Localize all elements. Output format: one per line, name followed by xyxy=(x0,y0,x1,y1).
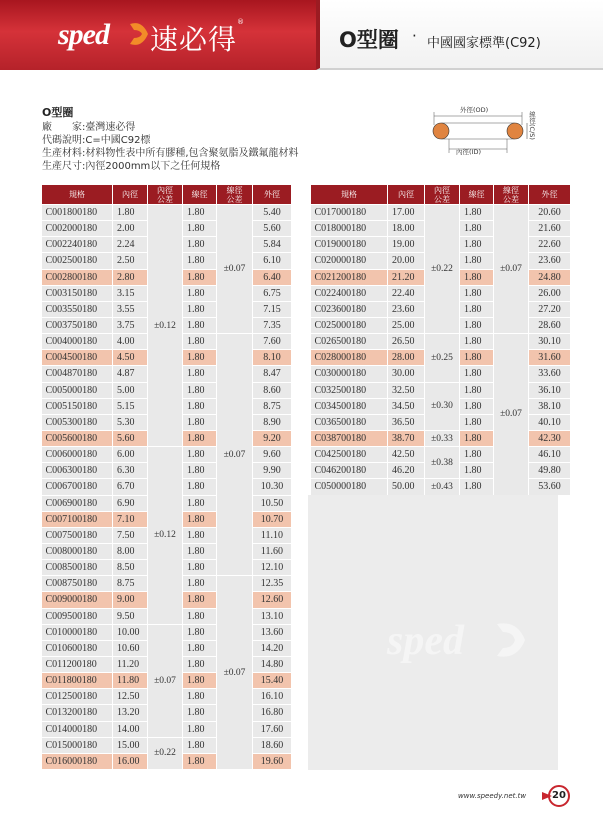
outer-diameter-cell: 5.40 xyxy=(253,205,292,221)
part-code-cell: C015000180 xyxy=(42,737,113,753)
cross-section-cell: 1.80 xyxy=(183,624,217,640)
table-row xyxy=(311,382,571,398)
brand-registered-mark: ® xyxy=(237,18,244,26)
cross-section-cell: 1.80 xyxy=(183,221,217,237)
outer-diameter-cell: 10.70 xyxy=(253,511,292,527)
cross-section-cell: 1.80 xyxy=(183,656,217,672)
column-header: 內徑 xyxy=(113,185,148,205)
cross-section-cell: 1.80 xyxy=(183,382,217,398)
inner-diameter-cell: 4.50 xyxy=(113,350,148,366)
cross-section-cell: 1.80 xyxy=(183,463,217,479)
inner-diameter-cell: 36.50 xyxy=(388,414,425,430)
table-row xyxy=(311,479,571,495)
part-code-cell: C001800180 xyxy=(42,205,113,221)
id-tolerance-cell: ±0.33 xyxy=(425,430,460,446)
outer-diameter-cell: 6.10 xyxy=(253,253,292,269)
cross-section-cell: 1.80 xyxy=(183,285,217,301)
outer-diameter-cell: 7.15 xyxy=(253,301,292,317)
inner-diameter-cell: 32.50 xyxy=(388,382,425,398)
id-tolerance-cell: ±0.25 xyxy=(425,334,460,382)
table-row xyxy=(42,624,292,640)
outer-diameter-cell: 14.20 xyxy=(253,640,292,656)
inner-diameter-cell: 1.80 xyxy=(113,205,148,221)
inner-diameter-cell: 46.20 xyxy=(388,463,425,479)
cross-section-cell: 1.80 xyxy=(183,414,217,430)
part-code-cell: C026500180 xyxy=(311,334,388,350)
outer-diameter-cell: 10.30 xyxy=(253,479,292,495)
cross-section-cell: 1.80 xyxy=(183,608,217,624)
part-code-cell: C028000180 xyxy=(311,350,388,366)
id-tolerance-cell: ±0.30 xyxy=(425,382,460,430)
table-row xyxy=(42,447,292,463)
inner-diameter-cell: 19.00 xyxy=(388,237,425,253)
part-code-cell: C010000180 xyxy=(42,624,113,640)
outer-diameter-cell: 13.60 xyxy=(253,624,292,640)
info-code: 代碼說明:C=中國C92標 xyxy=(42,135,151,146)
part-code-cell: C005150180 xyxy=(42,398,113,414)
table-row xyxy=(42,737,292,753)
table-row xyxy=(311,430,571,446)
cross-section-cell: 1.80 xyxy=(183,398,217,414)
column-header: 線徑 xyxy=(183,185,217,205)
inner-diameter-cell: 26.50 xyxy=(388,334,425,350)
cross-section-cell: 1.80 xyxy=(183,689,217,705)
cross-section-cell: 1.80 xyxy=(183,237,217,253)
outer-diameter-cell: 9.60 xyxy=(253,447,292,463)
inner-diameter-cell: 14.00 xyxy=(113,721,148,737)
cross-section-cell: 1.80 xyxy=(183,430,217,446)
part-code-cell: C002800180 xyxy=(42,269,113,285)
inner-diameter-cell: 6.90 xyxy=(113,495,148,511)
inner-diameter-cell: 10.60 xyxy=(113,640,148,656)
part-code-cell: C008750180 xyxy=(42,576,113,592)
inner-diameter-cell: 2.24 xyxy=(113,237,148,253)
column-header: 內徑 xyxy=(388,185,425,205)
cross-section-cell: 1.80 xyxy=(460,253,494,269)
cross-section-cell: 1.80 xyxy=(183,253,217,269)
column-header: 內徑 公差 xyxy=(148,185,183,205)
outer-diameter-cell: 16.80 xyxy=(253,705,292,721)
part-code-cell: C025000180 xyxy=(311,317,388,333)
diagram-id-label: 內徑(ID) xyxy=(456,148,481,156)
brand-logo-chinese: 速必得 xyxy=(150,25,238,56)
part-code-cell: C034500180 xyxy=(311,398,388,414)
part-code-cell: C038700180 xyxy=(311,430,388,446)
part-code-cell: C006700180 xyxy=(42,479,113,495)
cs-tolerance-cell: ±0.07 xyxy=(217,576,253,770)
cross-section-cell: 1.80 xyxy=(460,447,494,463)
column-header: 線徑 xyxy=(460,185,494,205)
outer-diameter-cell: 10.50 xyxy=(253,495,292,511)
part-code-cell: C005000180 xyxy=(42,382,113,398)
cross-section-cell: 1.80 xyxy=(460,334,494,350)
inner-diameter-cell: 5.00 xyxy=(113,382,148,398)
inner-diameter-cell: 12.50 xyxy=(113,689,148,705)
inner-diameter-cell: 30.00 xyxy=(388,366,425,382)
inner-diameter-cell: 25.00 xyxy=(388,317,425,333)
inner-diameter-cell: 5.15 xyxy=(113,398,148,414)
inner-diameter-cell: 2.00 xyxy=(113,221,148,237)
outer-diameter-cell: 21.60 xyxy=(529,221,571,237)
outer-diameter-cell: 22.60 xyxy=(529,237,571,253)
part-code-cell: C002000180 xyxy=(42,221,113,237)
table-row xyxy=(311,205,571,221)
outer-diameter-cell: 5.84 xyxy=(253,237,292,253)
inner-diameter-cell: 34.50 xyxy=(388,398,425,414)
svg-text:sped: sped xyxy=(387,618,464,664)
outer-diameter-cell: 42.30 xyxy=(529,430,571,446)
inner-diameter-cell: 18.00 xyxy=(388,221,425,237)
inner-diameter-cell: 42.50 xyxy=(388,447,425,463)
inner-diameter-cell: 3.75 xyxy=(113,317,148,333)
part-code-cell: C006900180 xyxy=(42,495,113,511)
outer-diameter-cell: 7.60 xyxy=(253,334,292,350)
cross-section-cell: 1.80 xyxy=(183,737,217,753)
outer-diameter-cell: 24.80 xyxy=(529,269,571,285)
part-code-cell: C008000180 xyxy=(42,543,113,559)
inner-diameter-cell: 6.70 xyxy=(113,479,148,495)
inner-diameter-cell: 8.50 xyxy=(113,560,148,576)
outer-diameter-cell: 53.60 xyxy=(529,479,571,495)
cross-section-cell: 1.80 xyxy=(183,495,217,511)
id-tolerance-cell: ±0.22 xyxy=(148,737,183,769)
page-title: O型圈 xyxy=(339,28,399,52)
column-header: 外徑 xyxy=(253,185,292,205)
part-code-cell: C011800180 xyxy=(42,673,113,689)
outer-diameter-cell: 8.75 xyxy=(253,398,292,414)
part-code-cell: C003750180 xyxy=(42,317,113,333)
part-code-cell: C009500180 xyxy=(42,608,113,624)
outer-diameter-cell: 18.60 xyxy=(253,737,292,753)
cross-section-cell: 1.80 xyxy=(183,576,217,592)
page-number: 20 xyxy=(548,785,570,807)
outer-diameter-cell: 13.10 xyxy=(253,608,292,624)
outer-diameter-cell: 30.10 xyxy=(529,334,571,350)
cross-section-cell: 1.80 xyxy=(460,237,494,253)
part-code-cell: C019000180 xyxy=(311,237,388,253)
cross-section-cell: 1.80 xyxy=(183,640,217,656)
spec-table-left xyxy=(41,184,292,770)
outer-diameter-cell: 6.75 xyxy=(253,285,292,301)
inner-diameter-cell: 2.80 xyxy=(113,269,148,285)
inner-diameter-cell: 11.20 xyxy=(113,656,148,672)
cs-tolerance-cell: ±0.07 xyxy=(494,334,529,495)
page-header xyxy=(0,0,603,70)
part-code-cell: C006300180 xyxy=(42,463,113,479)
part-code-cell: C007100180 xyxy=(42,511,113,527)
outer-diameter-cell: 14.80 xyxy=(253,656,292,672)
part-code-cell: C021200180 xyxy=(311,269,388,285)
column-header: 外徑 xyxy=(529,185,571,205)
info-material: 生產材料:材料物性表中所有膠種,包含聚氨脂及鐵氟龍材料 xyxy=(42,148,299,159)
table-row xyxy=(311,334,571,350)
outer-diameter-cell: 9.90 xyxy=(253,463,292,479)
cs-tolerance-cell: ±0.07 xyxy=(217,334,253,576)
outer-diameter-cell: 8.10 xyxy=(253,350,292,366)
column-header: 規格 xyxy=(42,185,113,205)
outer-diameter-cell: 26.00 xyxy=(529,285,571,301)
part-code-cell: C010600180 xyxy=(42,640,113,656)
outer-diameter-cell: 17.60 xyxy=(253,721,292,737)
cross-section-cell: 1.80 xyxy=(183,753,217,769)
part-code-cell: C004500180 xyxy=(42,350,113,366)
cross-section-cell: 1.80 xyxy=(460,269,494,285)
part-code-cell: C004000180 xyxy=(42,334,113,350)
column-header: 規格 xyxy=(311,185,388,205)
cs-tolerance-cell: ±0.07 xyxy=(217,205,253,334)
page-subtitle: 中國國家標準(C92) xyxy=(427,36,541,51)
inner-diameter-cell: 23.60 xyxy=(388,301,425,317)
inner-diameter-cell: 9.50 xyxy=(113,608,148,624)
part-code-cell: C030000180 xyxy=(311,366,388,382)
outer-diameter-cell: 16.10 xyxy=(253,689,292,705)
outer-diameter-cell: 11.60 xyxy=(253,543,292,559)
part-code-cell: C002500180 xyxy=(42,253,113,269)
inner-diameter-cell: 4.00 xyxy=(113,334,148,350)
cross-section-cell: 1.80 xyxy=(460,285,494,301)
cross-section-cell: 1.80 xyxy=(183,317,217,333)
outer-diameter-cell: 19.60 xyxy=(253,753,292,769)
cross-section-cell: 1.80 xyxy=(183,269,217,285)
table-header-row xyxy=(42,185,292,205)
inner-diameter-cell: 2.50 xyxy=(113,253,148,269)
part-code-cell: C002240180 xyxy=(42,237,113,253)
outer-diameter-cell: 40.10 xyxy=(529,414,571,430)
part-code-cell: C017000180 xyxy=(311,205,388,221)
outer-diameter-cell: 46.10 xyxy=(529,447,571,463)
outer-diameter-cell: 12.60 xyxy=(253,592,292,608)
outer-diameter-cell: 12.35 xyxy=(253,576,292,592)
outer-diameter-cell: 12.10 xyxy=(253,560,292,576)
inner-diameter-cell: 17.00 xyxy=(388,205,425,221)
column-header: 線徑 公差 xyxy=(217,185,253,205)
cross-section-cell: 1.80 xyxy=(183,560,217,576)
cs-tolerance-cell: ±0.07 xyxy=(494,205,529,334)
inner-diameter-cell: 15.00 xyxy=(113,737,148,753)
part-code-cell: C003550180 xyxy=(42,301,113,317)
inner-diameter-cell: 4.87 xyxy=(113,366,148,382)
id-tolerance-cell: ±0.43 xyxy=(425,479,460,495)
part-code-cell: C042500180 xyxy=(311,447,388,463)
inner-diameter-cell: 16.00 xyxy=(113,753,148,769)
footer-url: www.speedy.net.tw xyxy=(458,792,527,800)
inner-diameter-cell: 50.00 xyxy=(388,479,425,495)
oring-cross-section-diagram xyxy=(422,103,534,175)
outer-diameter-cell: 28.60 xyxy=(529,317,571,333)
part-code-cell: C016000180 xyxy=(42,753,113,769)
cross-section-cell: 1.80 xyxy=(183,721,217,737)
cross-section-cell: 1.80 xyxy=(183,447,217,463)
cross-section-cell: 1.80 xyxy=(460,414,494,430)
cross-section-cell: 1.80 xyxy=(460,463,494,479)
inner-diameter-cell: 38.70 xyxy=(388,430,425,446)
part-code-cell: C020000180 xyxy=(311,253,388,269)
cross-section-cell: 1.80 xyxy=(183,705,217,721)
id-tolerance-cell: ±0.12 xyxy=(148,447,183,625)
inner-diameter-cell: 6.30 xyxy=(113,463,148,479)
part-code-cell: C008500180 xyxy=(42,560,113,576)
outer-diameter-cell: 7.35 xyxy=(253,317,292,333)
inner-diameter-cell: 3.55 xyxy=(113,301,148,317)
part-code-cell: C023600180 xyxy=(311,301,388,317)
inner-diameter-cell: 11.80 xyxy=(113,673,148,689)
table-row xyxy=(42,205,292,221)
inner-diameter-cell: 28.00 xyxy=(388,350,425,366)
inner-diameter-cell: 8.00 xyxy=(113,543,148,559)
outer-diameter-cell: 33.60 xyxy=(529,366,571,382)
cross-section-cell: 1.80 xyxy=(183,511,217,527)
part-code-cell: C011200180 xyxy=(42,656,113,672)
outer-diameter-cell: 15.40 xyxy=(253,673,292,689)
inner-diameter-cell: 7.50 xyxy=(113,527,148,543)
part-code-cell: C050000180 xyxy=(311,479,388,495)
part-code-cell: C005600180 xyxy=(42,430,113,446)
table-header-row xyxy=(311,185,571,205)
cross-section-cell: 1.80 xyxy=(183,350,217,366)
diagram-od-label: 外徑(OD) xyxy=(460,106,489,114)
inner-diameter-cell: 13.20 xyxy=(113,705,148,721)
cross-section-cell: 1.80 xyxy=(460,430,494,446)
column-header: 線徑 公差 xyxy=(494,185,529,205)
part-code-cell: C036500180 xyxy=(311,414,388,430)
part-code-cell: C013200180 xyxy=(42,705,113,721)
part-code-cell: C014000180 xyxy=(42,721,113,737)
info-manufacturer: 廠 家:臺灣速必得 xyxy=(42,122,136,133)
outer-diameter-cell: 9.20 xyxy=(253,430,292,446)
cross-section-cell: 1.80 xyxy=(460,398,494,414)
cross-section-cell: 1.80 xyxy=(183,527,217,543)
cross-section-cell: 1.80 xyxy=(183,479,217,495)
inner-diameter-cell: 5.30 xyxy=(113,414,148,430)
outer-diameter-cell: 11.10 xyxy=(253,527,292,543)
column-header: 內徑 公差 xyxy=(425,185,460,205)
inner-diameter-cell: 21.20 xyxy=(388,269,425,285)
part-code-cell: C003150180 xyxy=(42,285,113,301)
outer-diameter-cell: 27.20 xyxy=(529,301,571,317)
inner-diameter-cell: 3.15 xyxy=(113,285,148,301)
id-tolerance-cell: ±0.07 xyxy=(148,624,183,737)
inner-diameter-cell: 20.00 xyxy=(388,253,425,269)
outer-diameter-cell: 31.60 xyxy=(529,350,571,366)
title-separator: · xyxy=(412,27,417,45)
table-row xyxy=(311,447,571,463)
sped-watermark-logo xyxy=(385,610,535,670)
inner-diameter-cell: 8.75 xyxy=(113,576,148,592)
cross-section-cell: 1.80 xyxy=(460,221,494,237)
cross-section-cell: 1.80 xyxy=(183,301,217,317)
outer-diameter-cell: 8.47 xyxy=(253,366,292,382)
inner-diameter-cell: 6.00 xyxy=(113,447,148,463)
part-code-cell: C007500180 xyxy=(42,527,113,543)
part-code-cell: C018000180 xyxy=(311,221,388,237)
inner-diameter-cell: 10.00 xyxy=(113,624,148,640)
brand-logo-latin: sped xyxy=(58,18,109,51)
cross-section-cell: 1.80 xyxy=(183,592,217,608)
cross-section-cell: 1.80 xyxy=(460,350,494,366)
diagram-cs-label: 線徑(C/S) xyxy=(528,111,536,140)
part-code-cell: C012500180 xyxy=(42,689,113,705)
part-code-cell: C032500180 xyxy=(311,382,388,398)
outer-diameter-cell: 38.10 xyxy=(529,398,571,414)
outer-diameter-cell: 8.60 xyxy=(253,382,292,398)
section-title: O型圈 xyxy=(42,106,74,119)
id-tolerance-cell: ±0.38 xyxy=(425,447,460,479)
part-code-cell: C046200180 xyxy=(311,463,388,479)
part-code-cell: C009000180 xyxy=(42,592,113,608)
outer-diameter-cell: 20.60 xyxy=(529,205,571,221)
info-size: 生產尺寸:內徑2000mm以下之任何規格 xyxy=(42,161,221,172)
part-code-cell: C004870180 xyxy=(42,366,113,382)
inner-diameter-cell: 9.00 xyxy=(113,592,148,608)
cross-section-cell: 1.80 xyxy=(460,301,494,317)
outer-diameter-cell: 49.80 xyxy=(529,463,571,479)
outer-diameter-cell: 23.60 xyxy=(529,253,571,269)
part-code-cell: C006000180 xyxy=(42,447,113,463)
inner-diameter-cell: 5.60 xyxy=(113,430,148,446)
outer-diameter-cell: 5.60 xyxy=(253,221,292,237)
cross-section-cell: 1.80 xyxy=(460,479,494,495)
cross-section-cell: 1.80 xyxy=(183,673,217,689)
cross-section-cell: 1.80 xyxy=(183,205,217,221)
cross-section-cell: 1.80 xyxy=(183,334,217,350)
part-code-cell: C022400180 xyxy=(311,285,388,301)
inner-diameter-cell: 7.10 xyxy=(113,511,148,527)
outer-diameter-cell: 8.90 xyxy=(253,414,292,430)
id-tolerance-cell: ±0.22 xyxy=(425,205,460,334)
brand-arrow-icon xyxy=(128,20,150,48)
id-tolerance-cell: ±0.12 xyxy=(148,205,183,447)
cross-section-cell: 1.80 xyxy=(183,543,217,559)
cross-section-cell: 1.80 xyxy=(460,366,494,382)
inner-diameter-cell: 22.40 xyxy=(388,285,425,301)
outer-diameter-cell: 36.10 xyxy=(529,382,571,398)
spec-table-right xyxy=(310,184,571,496)
part-code-cell: C005300180 xyxy=(42,414,113,430)
outer-diameter-cell: 6.40 xyxy=(253,269,292,285)
cross-section-cell: 1.80 xyxy=(460,382,494,398)
cross-section-cell: 1.80 xyxy=(460,317,494,333)
cross-section-cell: 1.80 xyxy=(183,366,217,382)
cross-section-cell: 1.80 xyxy=(460,205,494,221)
